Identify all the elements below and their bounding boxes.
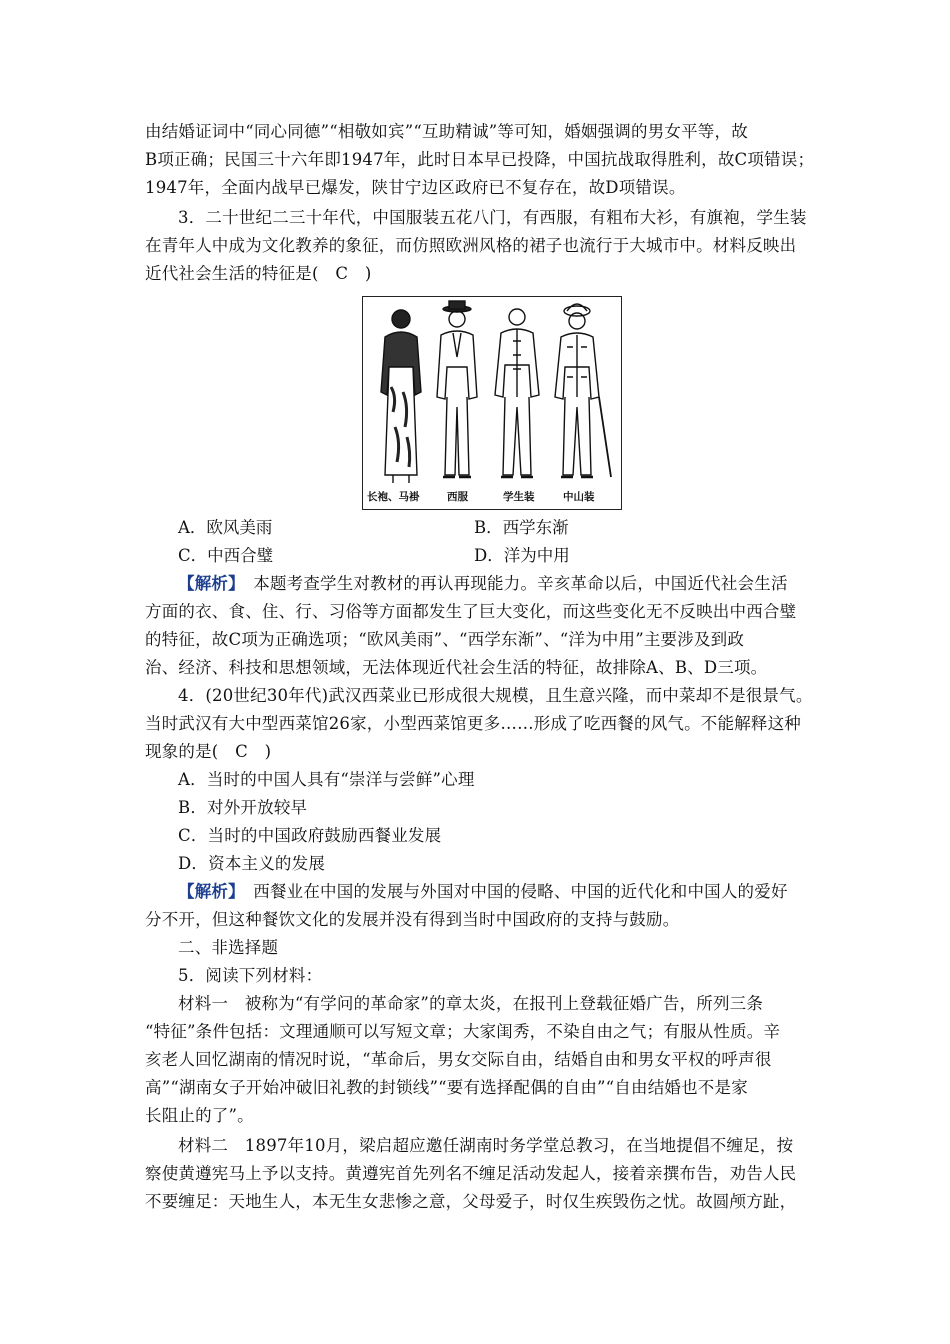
question-4-line: 现象的是( C ) xyxy=(145,742,272,761)
analysis-text: 西餐业在中国的发展与外国对中国的侵略、中国的近代化和中国人的爱好 xyxy=(236,882,788,901)
option-d: D．洋为中用 xyxy=(474,546,570,565)
text-line: 由结婚证词中“同心同德”“相敬如宾”“互助精诚”等可知，婚姻强调的男女平等，故 xyxy=(145,122,748,141)
question-4-line: 4．(20世纪30年代)武汉西菜业已形成很大规模，且生意兴隆，而中菜却不是很景气。 xyxy=(178,686,813,705)
figure-caption: 中山装 xyxy=(563,491,595,503)
section-heading: 二、非选择题 xyxy=(178,938,279,957)
option-a: A．欧风美雨 xyxy=(178,518,273,537)
option-a: A．当时的中国人具有“崇洋与尝鲜”心理 xyxy=(178,770,475,789)
material-1-line: “特征”条件包括：文理通顺可以写短文章；大家闺秀，不染自由之气；有服从性质。辛 xyxy=(145,1022,781,1041)
text-line: 1947年，全面内战早已爆发，陕甘宁边区政府已不复存在，故D项错误。 xyxy=(145,178,686,197)
figure-western-suit xyxy=(437,301,477,477)
material-1-line: 材料一 被称为“有学问的革命家”的章太炎，在报刊上登载征婚广告，所列三条 xyxy=(178,994,764,1013)
analysis-label: 【解析】 xyxy=(178,574,237,593)
material-1-line: 高”“湖南女子开始冲破旧礼教的封锁线”“要有选择配偶的自由”“自由结婚也不是家 xyxy=(145,1078,748,1097)
option-c: C．中西合璧 xyxy=(178,546,274,565)
clothing-figures-drawing xyxy=(363,297,621,487)
question-5: 5．阅读下列材料： xyxy=(178,966,323,985)
analysis-label: 【解析】 xyxy=(178,882,237,901)
option-c: C．当时的中国政府鼓励西餐业发展 xyxy=(178,826,442,845)
material-2-line: 察使黄遵宪马上予以支持。黄遵宪首先列名不缠足活动发起人，接着亲撰布告，劝告人民 xyxy=(145,1164,797,1183)
material-2-line: 材料二 1897年10月，梁启超应邀任湖南时务学堂总教习，在当地提倡不缠足，按 xyxy=(178,1136,794,1155)
option-b: B．西学东渐 xyxy=(474,518,569,537)
analysis-3-line: 治、经济、科技和思想领域，无法体现近代社会生活的特征，故排除A、B、D三项。 xyxy=(145,658,768,677)
analysis-4-line: 分不开，但这种餐饮文化的发展并没有得到当时中国政府的支持与鼓励。 xyxy=(145,910,680,929)
question-3-line: 近代社会生活的特征是( C ) xyxy=(145,264,372,283)
figure-caption: 西服 xyxy=(447,491,468,503)
analysis-3-line: 的特征，故C项为正确选项；“欧风美雨”、“西学东渐”、“洋为中用”主要涉及到政 xyxy=(145,630,745,649)
analysis-text: 本题考查学生对教材的再认再现能力。辛亥革命以后，中国近代社会生活 xyxy=(236,574,788,593)
figure-caption: 长袍、马褂 xyxy=(367,491,420,503)
option-d: D．资本主义的发展 xyxy=(178,854,326,873)
clothing-illustration xyxy=(362,296,622,510)
option-b: B．对外开放较早 xyxy=(178,798,308,817)
text-line: B项正确；民国三十六年即1947年，此时日本早已投降，中国抗战取得胜利，故C项错误； xyxy=(145,150,815,169)
figure-long-gown xyxy=(381,310,421,483)
figure-zhongshan-suit xyxy=(555,304,611,477)
material-1-line: 亥老人回忆湖南的情况时说，“革命后，男女交际自由，结婚自由和男女平权的呼声很 xyxy=(145,1050,772,1069)
question-4-line: 当时武汉有大中型西菜馆26家，小型西菜馆更多……形成了吃西餐的风气。不能解释这种 xyxy=(145,714,801,733)
figure-caption: 学生装 xyxy=(503,491,535,503)
material-1-line: 长阻止的了”。 xyxy=(145,1106,254,1125)
material-2-line: 不要缠足：天地生人，本无生女悲惨之意，父母爱子，时仅生疾毁伤之忧。故圆颅方趾， xyxy=(145,1192,797,1211)
question-3-line: 在青年人中成为文化教养的象征，而仿照欧洲风格的裙子也流行于大城市中。材料反映出 xyxy=(145,236,797,255)
analysis-4-line xyxy=(178,878,828,906)
analysis-3-line: 方面的衣、食、住、行、习俗等方面都发生了巨大变化，而这些变化无不反映出中西合璧 xyxy=(145,602,797,621)
question-3-line: 3．二十世纪二三十年代，中国服装五花八门，有西服，有粗布大衫，有旗袍，学生装 xyxy=(178,208,807,227)
figure-student-uniform xyxy=(495,309,539,477)
analysis-3-line xyxy=(178,570,828,598)
